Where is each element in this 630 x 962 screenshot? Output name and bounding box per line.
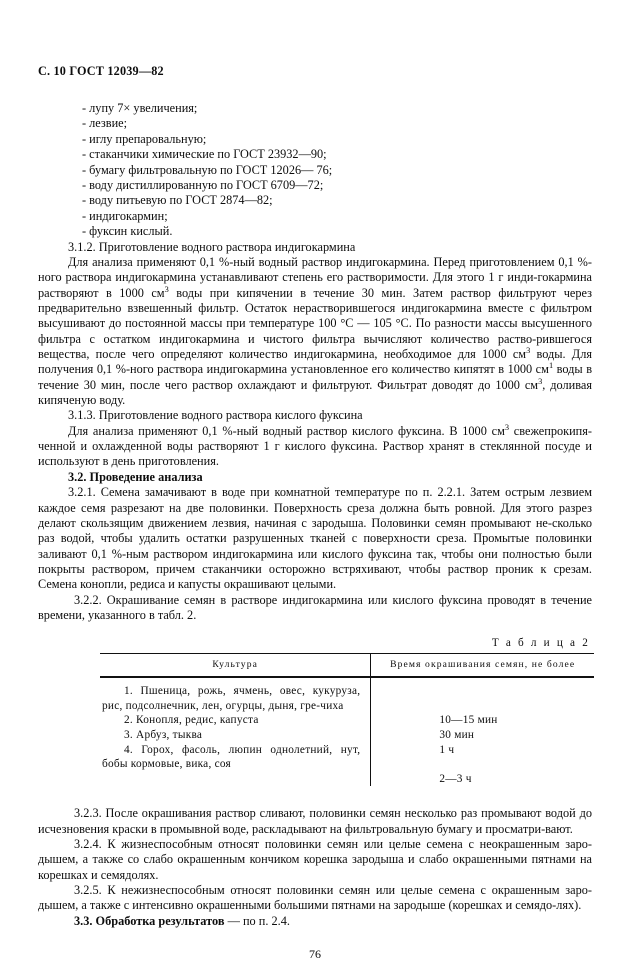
section-3-3-heading: 3.3. Обработка результатов [74, 913, 225, 928]
clause-3-2-2: 3.2.2. Окрашивание семян в растворе индигокармина или кислого фуксина проводят в течение времени, указанного в табл. 2. [38, 592, 592, 622]
table-2 [100, 653, 594, 786]
column-header-time: Время окрашивания семян, не более [371, 654, 594, 678]
superscript-cubic-3: 1 [548, 361, 554, 371]
list-item: - воду питьевую по ГОСТ 2874—82; [82, 193, 273, 208]
table-cell-culture [100, 677, 371, 786]
time-text: 10—15 мин [439, 714, 498, 727]
page-header: С. 10 ГОСТ 12039—82 [38, 64, 164, 78]
clause-3-1-3-title: 3.1.3. Приготовление водного раствора кислого фуксина [68, 408, 363, 423]
list-item: - лезвие; [82, 116, 128, 131]
page-content [38, 0, 592, 962]
list-item: - индигокармин; [82, 208, 168, 223]
time-text: 2—3 ч [439, 772, 472, 785]
spacer [439, 684, 594, 699]
spacer [439, 757, 594, 772]
superscript-cubic-1: 3 [164, 284, 169, 294]
table-2-block [100, 637, 594, 786]
list-item: - бумагу фильтровальную по ГОСТ 12026— 76; [82, 162, 333, 177]
clause-3-1-2-text-5: , доливая кипяченую воду. [38, 377, 592, 408]
list-item: - фуксин кислый. [82, 224, 173, 239]
clause-3-1-3-text-1: Для анализа применяют 0,1 %-ный водный раствор кислого фуксина. В 1000 см [68, 423, 505, 438]
superscript-cubic-5: 3 [504, 422, 510, 432]
clause-3-1-2-title: 3.1.2. Приготовление водного раствора индигокармина [68, 239, 356, 254]
clause-3-2-3: 3.2.3. После окрашивания раствор сливают, половинки семян несколько раз промывают водой до исчезновения краски в промывной воде, раскладывают на фильтровальную бумагу и просматри-вают. [38, 806, 592, 836]
clause-3-1-2-text-4: воды в течение 30 мин, после чего раствор охлаждают и фильтруют. Фильтрат доводят до 1000 см [38, 362, 592, 392]
clause-3-1-3-body [38, 424, 592, 470]
clause-3-1-2-text-1: Для анализа применяют 0,1 %-ный водный раствор индигокармина. Перед приготовлением 0,1 %-ного раствора индигокармина устанавливают степень его растворимости. Для этого 1 г инди-гокармина растворяют в 1000 см [38, 255, 592, 300]
list-item: - стаканчики химические по ГОСТ 23932—90; [82, 147, 327, 162]
culture-text: 4. Горох, фасоль, люпин однолетний, нут, бобы кормовые, вика, соя [102, 743, 361, 771]
post-table-content [38, 806, 592, 929]
culture-text: 3. Арбуз, тыква [124, 729, 203, 742]
clause-3-2-4: 3.2.4. К жизнеспособным относят половинки семян или целые семена с неокрашенным заро-дышем, а также со слабо окрашенным кончиком корешка зародыша и слабо окрашенными пятнами на корешках и семядолях. [38, 837, 592, 882]
clause-3-2-1: 3.2.1. Семена замачивают в воде при комнатной температуре по п. 2.2.1. Затем острым лезвием каждое семя разрезают на две половинки. Поверхность среза должна быть ровной. Для этого разрез делают скользящим движением лезвия, начиная с зародыша. Половинки семян промывают не-сколько раз водой, чтобы удалить остатки разрушенных тканей с поверхности среза. Промытые половинки заливают 0,1 %-ным раствором индигокармина или кислого фуксина так, чтобы они полностью были покрыты раствором, причем стаканчики осторожно встряхивают, чтобы раствор проник к срезам. Семена конопли, редиса и капусты окрашивают целыми. [38, 485, 592, 592]
superscript-cubic-4: 3 [538, 376, 543, 386]
spacer [439, 699, 594, 714]
list-item: - воду дистиллированную по ГОСТ 6709—72; [82, 178, 324, 193]
section-3-3 [38, 914, 592, 929]
culture-text: 2. Конопля, редис, капуста [124, 714, 259, 727]
clause-3-2-5: 3.2.5. К нежизнеспособным относят половинки семян или целые семена с окрашенным заро-дышем, а также с интенсивно окрашенными большими пятнами на зародыше (корешках и семядо-лях). [38, 883, 592, 913]
materials-list [82, 101, 592, 240]
superscript-cubic-2: 3 [526, 345, 531, 355]
clause-3-1-3-text-2: свежепрокипя-ченной и охлажденной воды растворяют 1 г кислого фуксина. Раствор хранят в стеклянной посуде и используют в день приготовления. [38, 423, 592, 469]
page-number: 76 [309, 947, 321, 962]
table-header-row [100, 654, 594, 678]
section-3-3-rest: — по п. 2.4. [224, 913, 290, 928]
clause-3-1-2-text-2: воды при кипячении в течение 30 мин. Затем раствор фильтруют через предварительно взвешенный фильтр. Остаток нерастворившегося индигокармина вместе с фильтром высушивают до постоянной массы при температуре 100 °С — 105 °С. По разности массы высушенного фильтра с остатком индигокармина и чистого фильтра вычисляют количество раство-рившегося вещества, после чего определяют количество индигокармина, необходимое для 1000 см [38, 285, 592, 362]
list-item: - лупу 7× увеличения; [82, 101, 198, 115]
list-item: - иглу препаровальную; [82, 131, 207, 146]
clause-3-1-2-body [38, 255, 592, 408]
column-header-culture: Культура [100, 654, 371, 678]
table-caption: Т а б л и ц а 2 [491, 637, 590, 650]
culture-text: 1. Пшеница, рожь, ячмень, овес, кукуруза, рис, подсолнечник, лен, огурцы, дыня, гре-чиха [102, 685, 361, 712]
time-text: 1 ч [439, 743, 455, 756]
table-row [100, 677, 594, 786]
section-3-2-heading: 3.2. Проведение анализа [68, 469, 203, 484]
clause-3-1-2-text-3: воды. Для получения 0,1 %-ного раствора индигокармина установленное его количество кипятят в 1000 см [38, 347, 592, 377]
table-cell-time [371, 677, 594, 786]
time-text: 30 мин [439, 729, 475, 742]
